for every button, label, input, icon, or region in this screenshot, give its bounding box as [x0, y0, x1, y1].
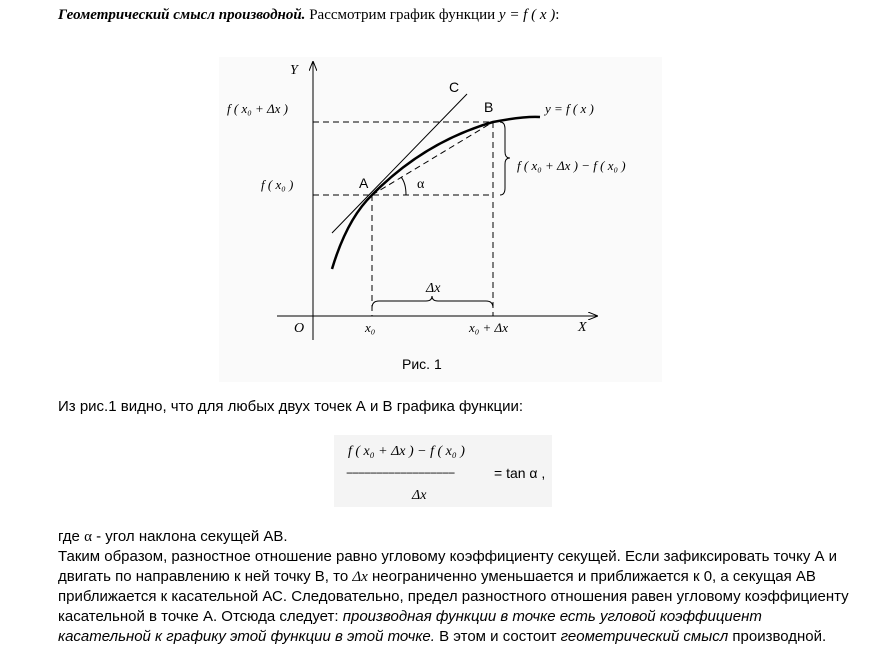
- axis-x-label: X: [578, 320, 587, 335]
- label-fx0: f ( x₀ ): [261, 177, 294, 192]
- formula-dashes: −−−−−−−−−−−−−−−−−−: [346, 466, 455, 480]
- brace-delta: [372, 296, 493, 308]
- alpha-definition-suffix: - угол наклона секущей АВ.: [91, 528, 288, 545]
- point-b-label: B: [484, 99, 494, 115]
- conclusion-italic: производная функции в точке есть угловой коэффициент касательной к графику этой функции в этой точке.: [58, 608, 762, 645]
- conclusion-part-b: неограниченно уменьшается и приближается к 0, а секущая АВ приближается к касательной АС. Следовательно, предел разностного отношения равен угловому коэффициенту касательной в точке А. Отсюда следует:: [58, 568, 849, 625]
- tick-x0-label: x₀: [365, 320, 376, 335]
- section-title: Геометрический смысл производной.: [58, 7, 306, 23]
- origin-label: O: [294, 321, 305, 336]
- delta-x-symbol: Δx: [352, 569, 368, 585]
- alpha-symbol: α: [84, 529, 92, 545]
- point-a-label: A: [359, 175, 369, 191]
- axis-y-label: Y: [290, 63, 298, 78]
- delta-x-label: Δx: [426, 281, 441, 296]
- figure-1: [219, 57, 662, 382]
- conclusion-part-d: производной.: [728, 628, 827, 645]
- curve-label: y = f ( x ): [545, 101, 594, 116]
- intro-colon: :: [555, 7, 560, 23]
- conclusion-italic-2: геометрический смысл: [560, 628, 729, 645]
- brace-diff-label: f ( x₀ + Δx ) − f ( x₀ ): [517, 158, 626, 173]
- tangent-ac: [332, 94, 467, 233]
- alpha-label: α: [417, 177, 425, 192]
- point-c-label: C: [449, 79, 460, 95]
- alpha-definition-line: [58, 527, 858, 547]
- figure-caption: Рис. 1: [402, 356, 442, 372]
- secant-ab: [372, 122, 493, 195]
- conclusion-paragraph: [58, 547, 858, 647]
- formula-numerator: f ( x₀ + Δx ) − f ( x₀ ): [348, 444, 465, 459]
- brace-diff: [500, 122, 510, 195]
- alpha-definition-prefix: где: [58, 528, 85, 545]
- function-curve: [332, 117, 540, 269]
- conclusion-part-a: Таким образом, разностное отношение равно угловому коэффициенту секущей. Если зафиксировать точку А и двигать по направлению к ней точку В, то: [58, 548, 838, 585]
- tick-x0dx-label: x₀ + Δx: [469, 320, 508, 335]
- intro-text: Рассмотрим график функции: [305, 7, 499, 23]
- formula-rhs: = tan α ,: [494, 465, 546, 481]
- difference-quotient-formula: [334, 435, 552, 507]
- label-fx0dx: f ( x₀ + Δx ): [227, 101, 288, 116]
- alpha-arc: [401, 177, 406, 195]
- function-name: y = f ( x ): [498, 7, 556, 23]
- intro-line: [58, 7, 559, 24]
- explanation-text: [58, 527, 858, 647]
- formula-denominator: Δx: [412, 488, 427, 503]
- conclusion-part-c: В этом и состоит: [434, 628, 561, 645]
- graph: [219, 57, 662, 382]
- formula-svg: [334, 435, 552, 507]
- paragraph-1: Из рис.1 видно, что для любых двух точек А и В графика функции:: [58, 398, 524, 415]
